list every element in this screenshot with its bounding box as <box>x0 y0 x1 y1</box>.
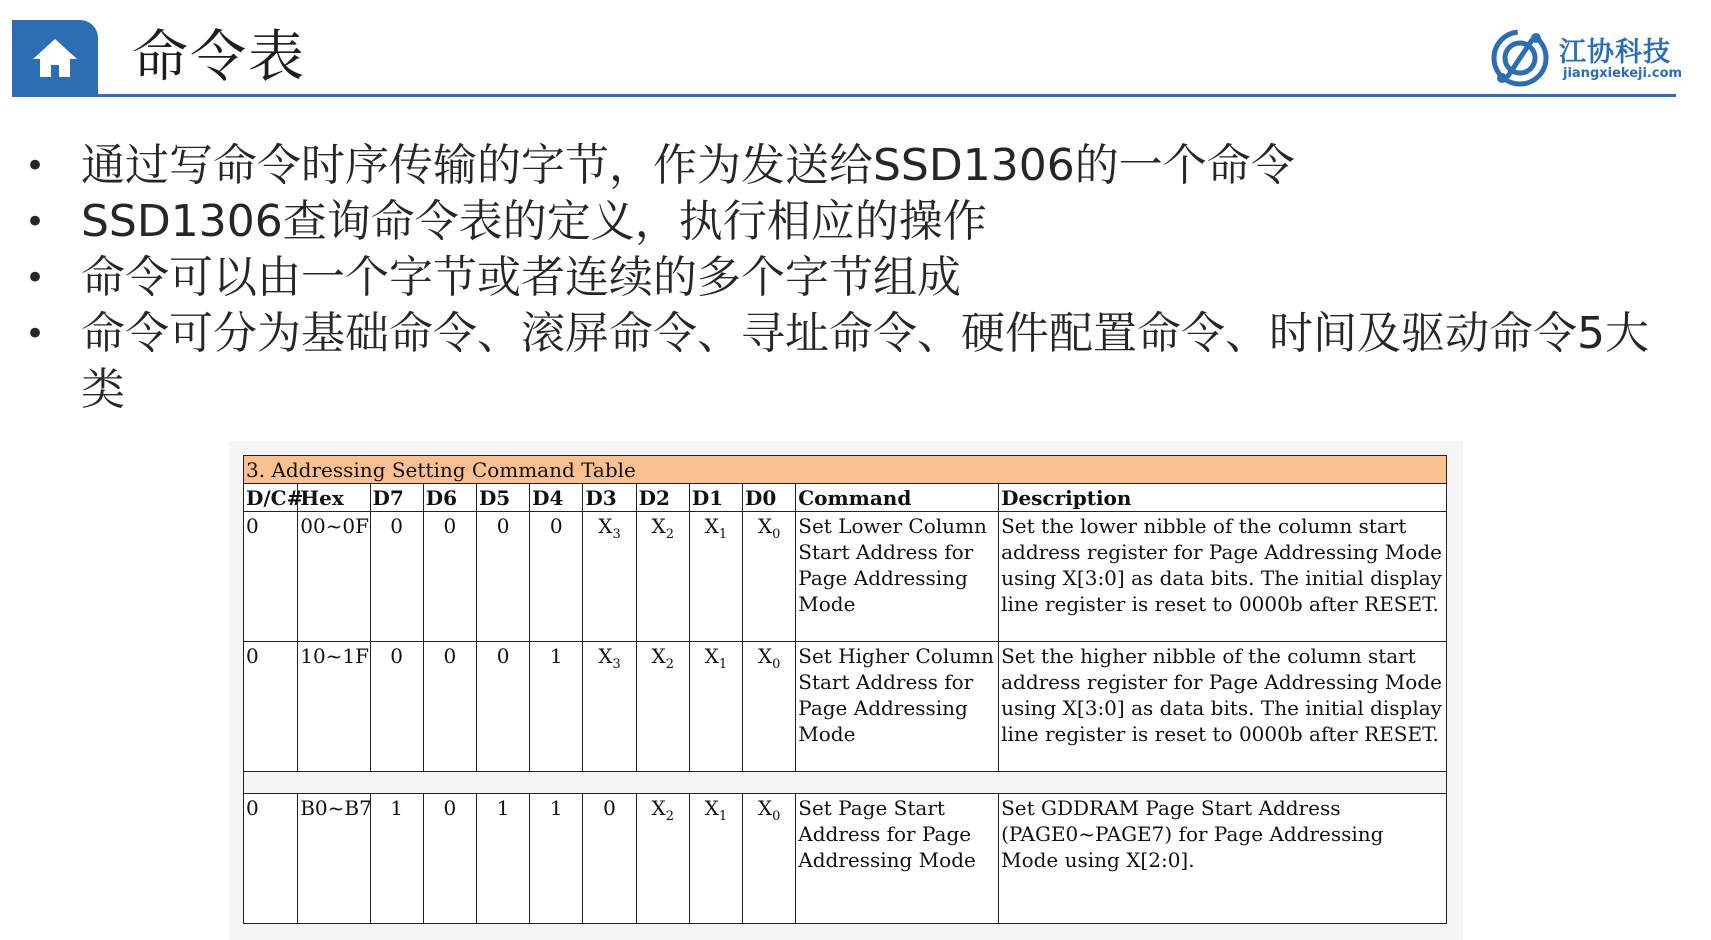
table-row <box>244 512 1447 642</box>
cell-bit: 0 <box>476 512 529 642</box>
table-header-row <box>244 484 1447 512</box>
bullet-text: 命令可分为基础命令、滚屏命令、寻址命令、硬件配置命令、时间及驱动命令5大类 <box>81 308 1649 415</box>
bullet-dot: • <box>25 258 46 298</box>
cell-bit-x: $X_2$ <box>636 642 689 772</box>
cell-bit: 0 <box>583 794 636 924</box>
company-logo <box>1488 26 1683 90</box>
table-row <box>244 794 1447 924</box>
cell-dc: 0 <box>244 794 298 924</box>
cell-bit-x: $X_1$ <box>689 642 742 772</box>
cell-description: Set GDDRAM Page Start Address (PAGE0~PAGE7) for Page Addressing Mode using X[2:0]. <box>999 794 1447 924</box>
cell-bit-x: $X_1$ <box>689 512 742 642</box>
cell-dc: 0 <box>244 642 298 772</box>
column-header: Description <box>999 484 1447 512</box>
cell-bit-x: $X_1$ <box>689 794 742 924</box>
cell-bit-x: $X_0$ <box>743 642 796 772</box>
cell-bit: 0 <box>423 794 476 924</box>
cell-bit: 1 <box>370 794 423 924</box>
cell-bit: 0 <box>476 642 529 772</box>
column-header: D4 <box>530 484 583 512</box>
cell-bit: 0 <box>530 512 583 642</box>
cell-hex: B0~B7 <box>298 794 370 924</box>
column-header: Command <box>796 484 999 512</box>
column-header: D7 <box>370 484 423 512</box>
column-header: D1 <box>689 484 742 512</box>
bullet-item <box>25 138 1685 194</box>
column-header: D0 <box>743 484 796 512</box>
home-button[interactable] <box>12 20 98 96</box>
column-header: D2 <box>636 484 689 512</box>
column-header: D5 <box>476 484 529 512</box>
cell-command: Set Page Start Address for Page Addressing Mode <box>796 794 999 924</box>
cell-description: Set the higher nibble of the column start address register for Page Addressing Mode using X[3:0] as data bits. The initial display line register is reset to 0000b after RESET. <box>999 642 1447 772</box>
bullet-dot: • <box>25 146 46 186</box>
header-divider <box>12 94 1676 97</box>
column-header: D3 <box>583 484 636 512</box>
bullet-text: 通过写命令时序传输的字节，作为发送给SSD1306的一个命令 <box>81 140 1295 191</box>
column-header: Hex <box>298 484 370 512</box>
column-header: D6 <box>423 484 476 512</box>
cell-bit-x: $X_0$ <box>743 794 796 924</box>
bullet-list <box>25 138 1685 418</box>
cell-bit-x: $X_3$ <box>583 512 636 642</box>
logo-icon <box>1488 26 1558 90</box>
bullet-dot: • <box>25 314 46 354</box>
column-header: D/C# <box>244 484 298 512</box>
bullet-item <box>25 194 1685 250</box>
cell-bit: 0 <box>370 642 423 772</box>
cell-bit-x: $X_2$ <box>636 512 689 642</box>
cell-bit: 1 <box>530 642 583 772</box>
bullet-text: SSD1306查询命令表的定义，执行相应的操作 <box>81 196 987 247</box>
logo-url: jiangxiekeji.com <box>1563 66 1683 81</box>
cell-description: Set the lower nibble of the column start address register for Page Addressing Mode using X[3:0] as data bits. The initial display line register is reset to 0000b after RESET. <box>999 512 1447 642</box>
cell-bit-x: $X_0$ <box>743 512 796 642</box>
addressing-command-table <box>243 455 1447 924</box>
command-table-container <box>243 455 1447 925</box>
cell-bit: 1 <box>530 794 583 924</box>
bullet-item <box>25 250 1685 306</box>
cell-bit: 1 <box>476 794 529 924</box>
table-caption: 3. Addressing Setting Command Table <box>244 456 1447 484</box>
home-icon <box>30 36 80 80</box>
cell-hex: 00~0F <box>298 512 370 642</box>
cell-hex: 10~1F <box>298 642 370 772</box>
bullet-item <box>25 306 1685 418</box>
bullet-dot: • <box>25 202 46 242</box>
bullet-text: 命令可以由一个字节或者连续的多个字节组成 <box>81 252 961 303</box>
cell-bit: 0 <box>423 512 476 642</box>
cell-bit: 0 <box>370 512 423 642</box>
logo-name: 江协科技 <box>1559 37 1671 68</box>
cell-command: Set Lower Column Start Address for Page Addressing Mode <box>796 512 999 642</box>
cell-bit: 0 <box>423 642 476 772</box>
cell-command: Set Higher Column Start Address for Page Addressing Mode <box>796 642 999 772</box>
table-gap <box>244 772 1447 794</box>
table-row <box>244 642 1447 772</box>
cell-bit-x: $X_3$ <box>583 642 636 772</box>
cell-bit-x: $X_2$ <box>636 794 689 924</box>
page-title: 命令表 <box>132 25 306 90</box>
cell-dc: 0 <box>244 512 298 642</box>
